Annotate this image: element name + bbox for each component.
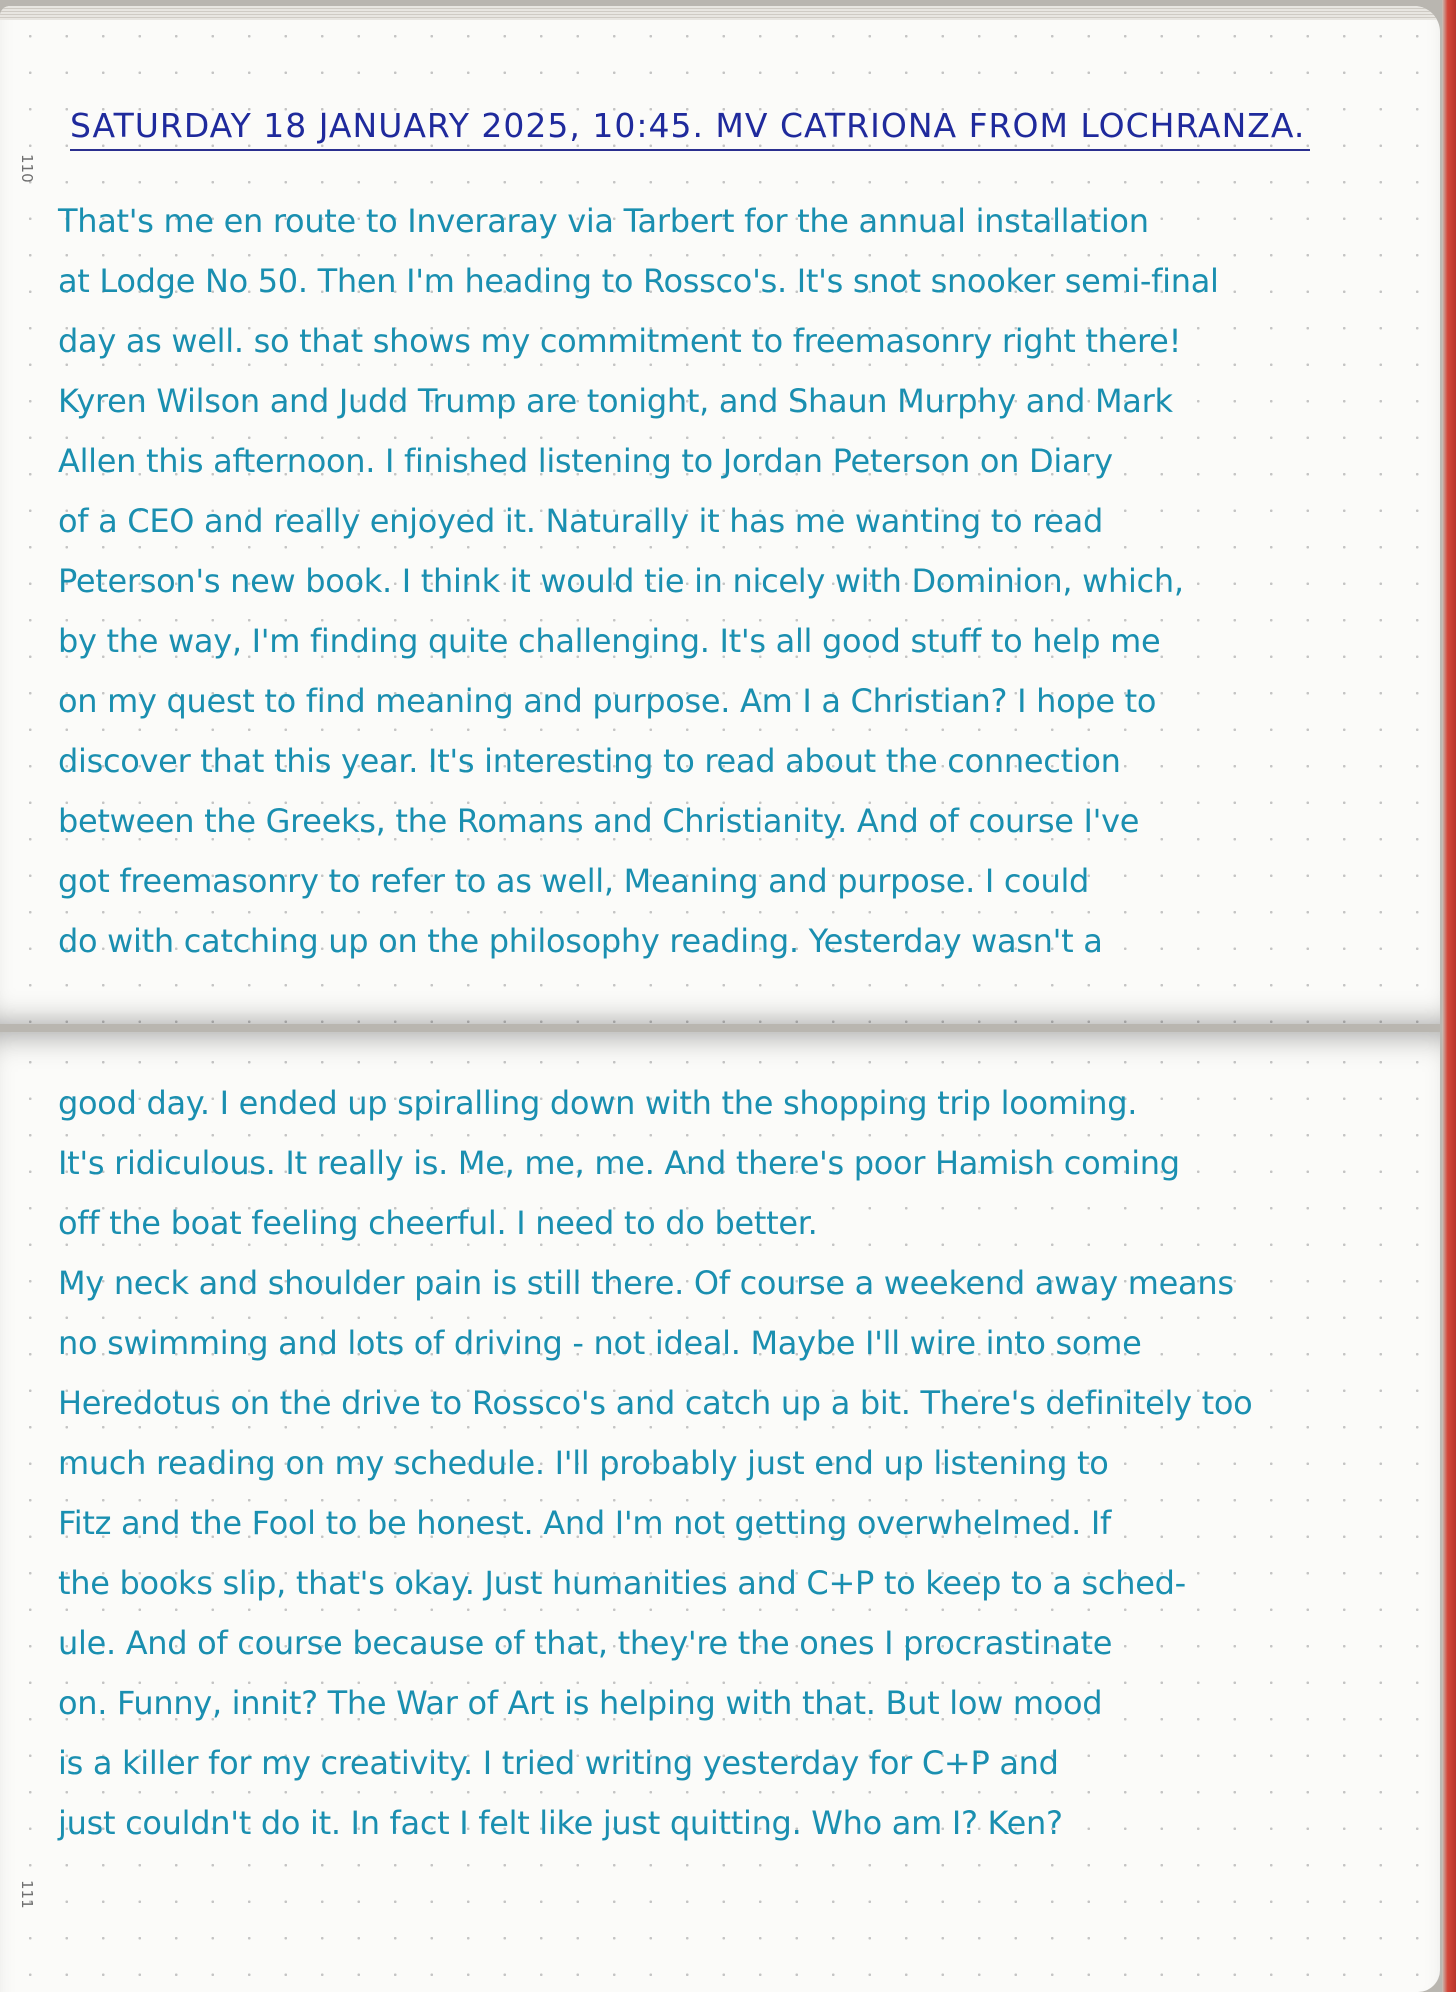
- page-number-bottom: 111: [18, 1880, 36, 1909]
- text-line: of a CEO and really enjoyed it. Naturally it has me wanting to read: [58, 502, 1103, 540]
- text-line: Kyren Wilson and Judd Trump are tonight, and Shaun Murphy and Mark: [58, 382, 1173, 420]
- text-line: between the Greeks, the Romans and Christianity. And of course I've: [58, 802, 1140, 840]
- text-line: the books slip, that's okay. Just humanities and C+P to keep to a sched-: [58, 1564, 1186, 1602]
- text-line: at Lodge No 50. Then I'm heading to Rossco's. It's snot snooker semi-final: [58, 262, 1219, 300]
- text-line: Fitz and the Fool to be honest. And I'm not getting overwhelmed. If: [58, 1504, 1111, 1542]
- text-line: My neck and shoulder pain is still there. Of course a weekend away means: [58, 1264, 1234, 1302]
- text-line: just couldn't do it. In fact I felt like just quitting. Who am I? Ken?: [58, 1804, 1063, 1842]
- notebook-cover-edge: [1442, 0, 1456, 1992]
- text-line: Heredotus on the drive to Rossco's and catch up a bit. There's definitely too: [58, 1384, 1253, 1422]
- text-line: That's me en route to Inveraray via Tarbert for the annual installation: [58, 202, 1149, 240]
- text-line: is a killer for my creativity. I tried writing yesterday for C+P and: [58, 1744, 1059, 1782]
- journal-page-110: [0, 6, 1440, 1024]
- text-line: much reading on my schedule. I'll probably just end up listening to: [58, 1444, 1109, 1482]
- text-line: It's ridiculous. It really is. Me, me, me. And there's poor Hamish coming: [58, 1144, 1180, 1182]
- text-line: got freemasonry to refer to as well, Meaning and purpose. I could: [58, 862, 1090, 900]
- text-line: ule. And of course because of that, they're the ones I procrastinate: [58, 1624, 1113, 1662]
- entry-heading: SATURDAY 18 JANUARY 2025, 10:45. MV CATRIONA FROM LOCHRANZA.: [70, 106, 1310, 151]
- text-line: off the boat feeling cheerful. I need to do better.: [58, 1204, 818, 1242]
- page-number-top: 110: [18, 154, 36, 183]
- text-line: on. Funny, innit? The War of Art is helping with that. But low mood: [58, 1684, 1103, 1722]
- text-line: good day. I ended up spiralling down with the shopping trip looming.: [58, 1084, 1138, 1122]
- journal-page-111: [0, 1032, 1440, 1992]
- text-line: day as well. so that shows my commitment to freemasonry right there!: [58, 322, 1182, 360]
- text-line: discover that this year. It's interesting to read about the connection: [58, 742, 1121, 780]
- text-line: no swimming and lots of driving - not ideal. Maybe I'll wire into some: [58, 1324, 1142, 1362]
- text-line: do with catching up on the philosophy reading. Yesterday wasn't a: [58, 922, 1103, 960]
- text-line: Allen this afternoon. I finished listening to Jordan Peterson on Diary: [58, 442, 1113, 480]
- text-line: on my quest to find meaning and purpose. Am I a Christian? I hope to: [58, 682, 1157, 720]
- page-stack-edge: [0, 6, 1440, 20]
- text-line: Peterson's new book. I think it would tie in nicely with Dominion, which,: [58, 562, 1184, 600]
- text-line: by the way, I'm finding quite challenging. It's all good stuff to help me: [58, 622, 1161, 660]
